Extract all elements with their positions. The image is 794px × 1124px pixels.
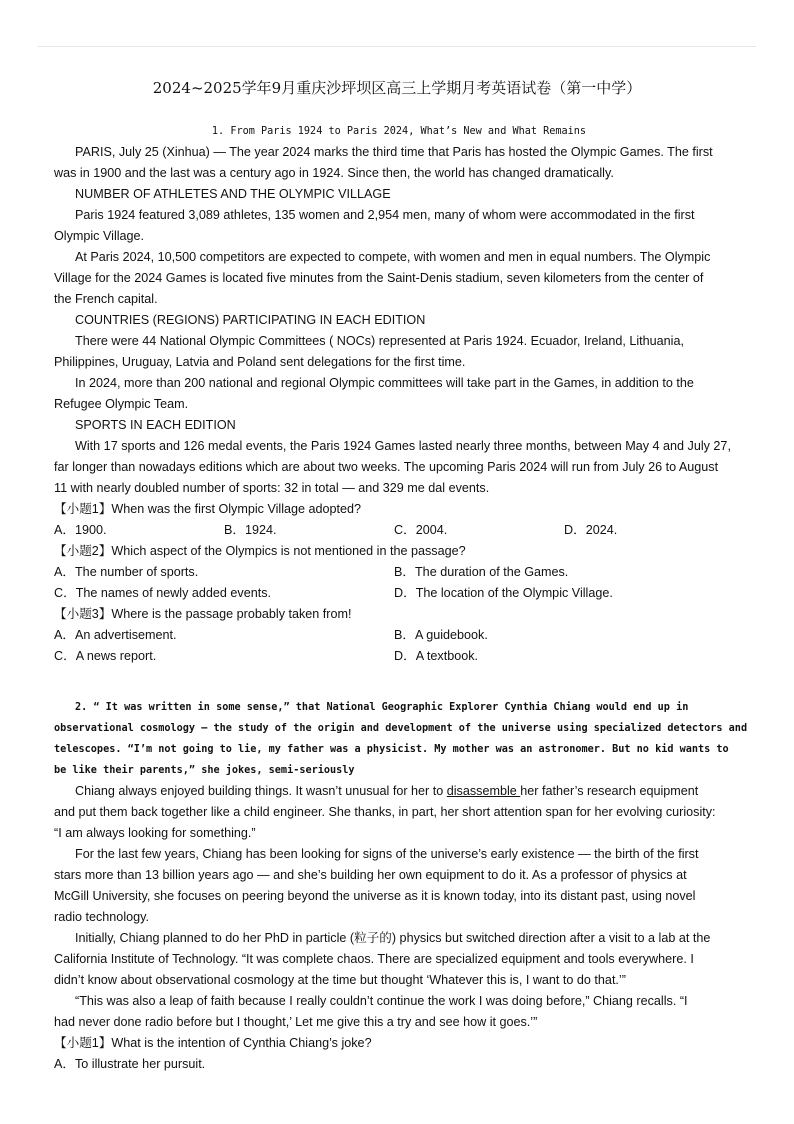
passage1-paragraph: PARIS, July 25 (Xinhua) — The year 2024 marks the third time that Paris has hosted the Olympic Games. The first (75, 145, 713, 159)
document-body (54, 121, 748, 1075)
passage2-paragraph: “This was also a leap of faith because I really couldn’t continue the work I was doing before,” Chiang recalls. “I (75, 994, 688, 1008)
passage2-text: her father’s research equipment (520, 784, 699, 798)
passage2-paragraph: stars more than 13 billion years ago — and she’s building her own equipment to do it. As a professor of physics at (54, 868, 687, 882)
question-stem: 【小题3】Where is the passage probably taken from! (54, 607, 352, 621)
option-c: C．A news report. (54, 649, 157, 663)
passage1-section-heading: COUNTRIES (REGIONS) PARTICIPATING IN EACH EDITION (75, 313, 426, 327)
passage2-paragraph: and put them back together like a child engineer. She thanks, in part, her short attention span for her evolving curiosity: (54, 805, 716, 819)
header-divider (38, 46, 756, 47)
option-b: B．The duration of the Games. (394, 565, 569, 579)
passage1-paragraph: was in 1900 and the last was a century ago in 1924. Since then, the world has changed dramatically. (54, 166, 614, 180)
option-a: A．1900. (54, 523, 107, 537)
passage2-paragraph: McGill University, she focuses on peering beyond the universe as it is known today, into its distant past, using novel (54, 889, 696, 903)
question-options (54, 583, 744, 604)
option-a: A．To illustrate her pursuit. (54, 1057, 206, 1071)
passage1-paragraph: In 2024, more than 200 national and regional Olympic committees will take part in the Games, in addition to the (75, 376, 694, 390)
passage1-paragraph: 11 with nearly doubled number of sports: 32 in total — and 329 me dal events. (54, 481, 490, 495)
passage1-paragraph: Paris 1924 featured 3,089 athletes, 135 women and 2,954 men, many of whom were accommodated in the first (75, 208, 695, 222)
passage2-paragraph (54, 781, 744, 802)
passage1-paragraph: Philippines, Uruguay, Latvia and Poland sent delegations for the first time. (54, 355, 466, 369)
passage1-paragraph: Village for the 2024 Games is located five minutes from the Saint-Denis stadium, seven kilometers from the center of (54, 271, 704, 285)
option-a: A．An advertisement. (54, 628, 177, 642)
passage2-intro-line: observational cosmology — the study of the origin and development of the universe using specialized detectors and (54, 723, 748, 734)
option-a: A．The number of sports. (54, 565, 199, 579)
option-d: D．2024. (564, 523, 618, 537)
option-d: D．A textbook. (394, 649, 478, 663)
passage2-intro-line: 2. “ It was written in some sense,” that National Geographic Explorer Cynthia Chiang would end up in (75, 702, 689, 713)
option-b: B．1924. (224, 523, 277, 537)
passage2-paragraph: had never done radio before but I thought,’ Let me give this a try and see how it goes.’” (54, 1015, 538, 1029)
question-stem: 【小题1】What is the intention of Cynthia Chiang’s joke? (54, 1036, 372, 1050)
passage2-paragraph: didn’t know about observational cosmology at the time but thought ‘Whatever this is, I want to do that.’” (54, 973, 626, 987)
passage1-paragraph: There were 44 National Olympic Committees ( NOCs) represented at Paris 1924. Ecuador, Ireland, Lithuania, (75, 334, 684, 348)
passage1-heading: 1. From Paris 1924 to Paris 2024, What’s New and What Remains (211, 126, 587, 137)
passage1-paragraph: Olympic Village. (54, 229, 145, 243)
passage1-paragraph: far longer than nowadays editions which are about two weeks. The upcoming Paris 2024 will run from July 26 to August (54, 460, 719, 474)
passage1-section-heading: SPORTS IN EACH EDITION (75, 418, 236, 432)
passage1-paragraph: Refugee Olympic Team. (54, 397, 189, 411)
passage1-paragraph: At Paris 2024, 10,500 competitors are expected to compete, with women and men in equal numbers. The Olympic (75, 250, 711, 264)
question-stem: 【小题2】Which aspect of the Olympics is not mentioned in the passage? (54, 544, 466, 558)
passage2-intro-line: telescopes. “I’m not going to lie, my father was a physicist. My mother was an astronomer. But no kid wants to (54, 744, 729, 755)
option-d: D．The location of the Olympic Village. (394, 586, 613, 600)
passage1-section-heading: NUMBER OF ATHLETES AND THE OLYMPIC VILLAGE (75, 187, 391, 201)
passage2-paragraph: “I am always looking for something.” (54, 826, 256, 840)
passage2-paragraph: Initially, Chiang planned to do her PhD in particle (粒子的) physics but switched direction after a visit to a lab at the (75, 931, 711, 945)
passage2-paragraph: For the last few years, Chiang has been looking for signs of the universe’s early existence — the birth of the first (75, 847, 699, 861)
question-options (54, 562, 744, 583)
passage2-intro-line: be like their parents,” she jokes, semi-seriously (54, 765, 355, 776)
question-options (54, 520, 744, 541)
option-b: B．A guidebook. (394, 628, 488, 642)
option-c: C．2004. (394, 523, 448, 537)
passage2-paragraph: California Institute of Technology. “It was complete chaos. There are specialized equipment and tools everywhere. I (54, 952, 694, 966)
option-c: C．The names of newly added events. (54, 586, 272, 600)
section-gap (54, 667, 744, 697)
question-options (54, 625, 744, 646)
question-stem: 【小题1】When was the first Olympic Village adopted? (54, 502, 362, 516)
question-options (54, 646, 744, 667)
passage1-paragraph: the French capital. (54, 292, 158, 306)
passage1-paragraph: With 17 sports and 126 medal events, the Paris 1924 Games lasted nearly three months, between May 4 and July 27, (75, 439, 731, 453)
page-title: 2024~2025学年9月重庆沙坪坝区高三上学期月考英语试卷（第一中学） (152, 79, 642, 97)
passage2-paragraph: radio technology. (54, 910, 149, 924)
passage2-text: Chiang always enjoyed building things. It wasn’t unusual for her to (75, 784, 447, 798)
underlined-word: disassemble (446, 784, 521, 798)
